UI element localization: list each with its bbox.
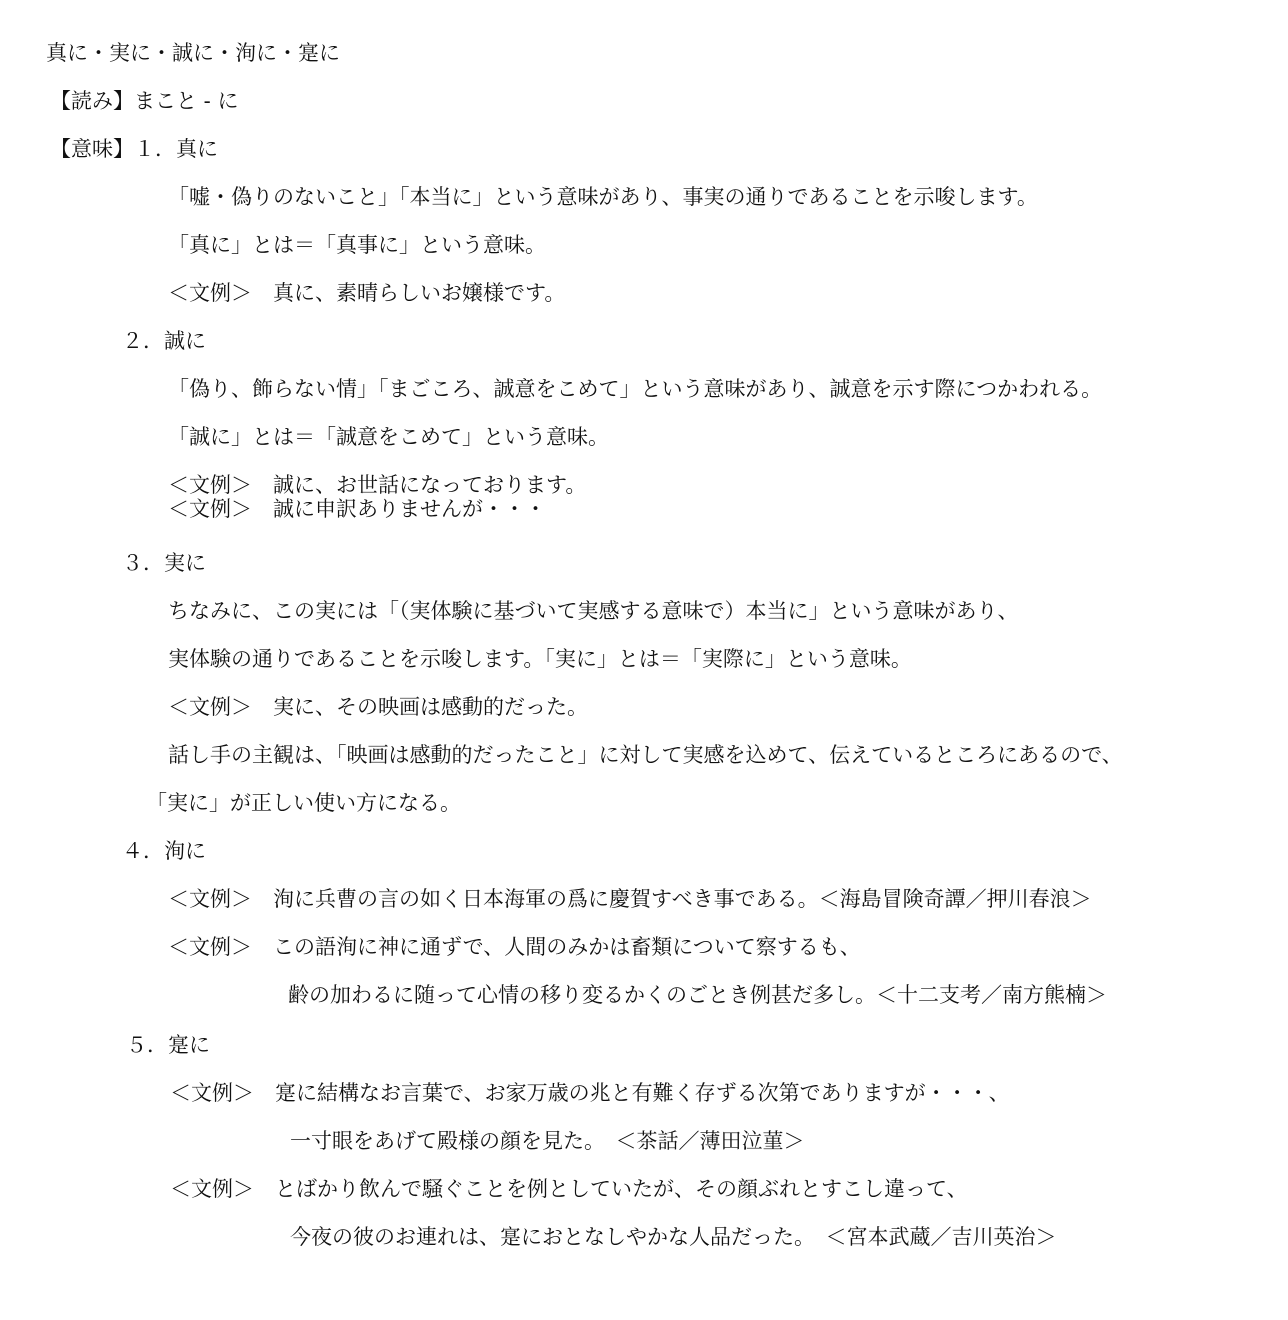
section5-heading: ５．寔に — [126, 1033, 210, 1057]
section1-line2: 「真に」とは＝「真事に」という意味。 — [168, 233, 546, 257]
section4-example1: ＜文例＞ 洵に兵曹の言の如く日本海軍の爲に慶賀すべき事である。＜海島冒険奇譚／押川春浪＞ — [168, 887, 1092, 911]
section4-example2-line2: 齢の加わるに随って心情の移り変るかくのごとき例甚だ多し。＜十二支考／南方熊楠＞ — [288, 983, 1107, 1007]
section2-heading: ２．誠に — [122, 329, 206, 353]
section3-heading: ３．実に — [122, 551, 206, 575]
section5-example1-line1: ＜文例＞ 寔に結構なお言葉で、お家万歳の兆と有難く存ずる次第でありますが・・・、 — [170, 1081, 1010, 1105]
section3-line3: 話し手の主観は、「映画は感動的だったこと」に対して実感を込めて、伝えているところにあるので、 — [168, 743, 1123, 767]
document-title: 真に・実に・誠に・洵に・寔に — [46, 41, 340, 65]
section2-example1: ＜文例＞ 誠に、お世話になっております。 — [168, 473, 587, 497]
section5-example2-line1: ＜文例＞ とばかり飲んで騒ぐことを例としていたが、その顔ぶれとすこし違って、 — [170, 1177, 968, 1201]
section5-example1-line2: 一寸眼をあげて殿様の顔を見た。 ＜茶話／薄田泣菫＞ — [290, 1129, 805, 1153]
section2-example2: ＜文例＞ 誠に申訳ありませんが・・・ — [168, 497, 546, 521]
section4-example2-line1: ＜文例＞ この語洵に神に通ずで、人間のみかは畜類について察するも、 — [168, 935, 861, 959]
section3-line1: ちなみに、この実には「（実体験に基づいて実感する意味で）本当に」という意味があり、 — [168, 599, 1019, 623]
section2-line1: 「偽り、飾らない情」「まごころ、誠意をこめて」という意味があり、誠意を示す際につかわれる。 — [168, 377, 1103, 401]
section4-heading: ４．洵に — [122, 839, 206, 863]
meaning-heading: 【意味】１．真に — [50, 137, 218, 161]
section3-line4: 「実に」が正しい使い方になる。 — [146, 791, 461, 815]
section2-line2: 「誠に」とは＝「誠意をこめて」という意味。 — [168, 425, 609, 449]
section5-example2-line2: 今夜の彼のお連れは、寔におとなしやかな人品だった。 ＜宮本武蔵／吉川英治＞ — [290, 1225, 1057, 1249]
section1-line1: 「嘘・偽りのないこと」「本当に」という意味があり、事実の通りであることを示唆します。 — [168, 185, 1038, 209]
section1-example1: ＜文例＞ 真に、素晴らしいお嬢様です。 — [168, 281, 566, 305]
reading-line: 【読み】まこと - に — [50, 89, 239, 113]
section3-line2: 実体験の通りであることを示唆します。「実に」とは＝「実際に」という意味。 — [168, 647, 912, 671]
section3-example1: ＜文例＞ 実に、その映画は感動的だった。 — [168, 695, 588, 719]
